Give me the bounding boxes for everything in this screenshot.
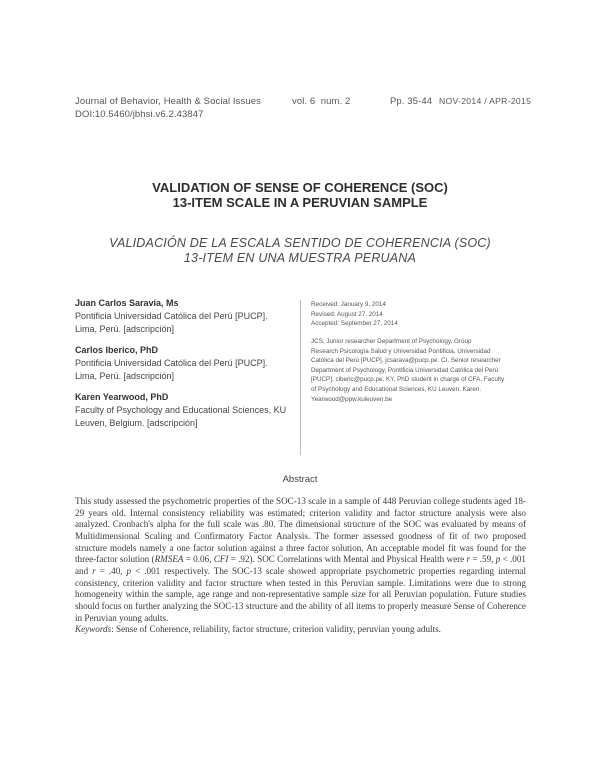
abstract-heading: Abstract xyxy=(282,474,318,485)
author-affiliation: Pontificia Universidad Católica del Perú [PUCP]. xyxy=(75,358,268,368)
keywords xyxy=(75,624,526,636)
journal-name: Journal of Behavior, Health & Social Issues xyxy=(75,96,261,107)
correspondence-note xyxy=(311,337,504,404)
correspondence-line: JCS, Junior researcher Department of Psychology. Group xyxy=(311,338,472,345)
received-date: Received: January 9, 2014 xyxy=(311,301,386,308)
author-block-3 xyxy=(75,392,286,429)
rmsea-label: RMSEA xyxy=(154,554,184,565)
title-es-line1: VALIDACIÓN DE LA ESCALA SENTIDO DE COHERENCIA (SOC) xyxy=(109,236,491,250)
column-divider xyxy=(300,300,301,455)
author-location: Lima, Perú. [adscripción] xyxy=(75,370,175,381)
volume-number: vol. 6 num. 2 xyxy=(292,96,351,107)
revised-date: Revised: August 27, 2014 xyxy=(311,310,383,318)
r-symbol: r xyxy=(92,565,96,576)
correspondence-line: Yearwood@ppw.kuleuven.be xyxy=(311,395,393,403)
abstract-text: = .92). SOC Correlations with Mental and Physical Health were xyxy=(228,554,467,565)
correspondence-line: [PUCP]. ciberic@pucp.pe. KY, PhD student in charge of CFA, Faculty xyxy=(311,376,505,384)
abstract-text: < .001 respectively. The SOC-13 scale showed appropriate psychometric properties regarding internal consistency, criterion validity and factor structure when tested in this Peruvian sample. Limitations were due to strong homogeneity within the sample, age range and non-representative sample size for all Peruvian population. Future studies should focus on further analyzing the SOC-13 structure and the ability of all items to properly measure Sense of Coherence in Peruvian young adults. xyxy=(75,565,526,623)
title-en-line1: VALIDATION OF SENSE OF COHERENCE (SOC) xyxy=(152,180,448,195)
doi: DOI:10.5460/jbhsi.v6.2.43847 xyxy=(75,109,204,120)
r-symbol: r xyxy=(466,554,471,565)
title-es-line2: 13-ITEM EN UNA MUESTRA PERUANA xyxy=(183,251,417,265)
abstract-text: = .59, xyxy=(470,554,496,565)
page-range: Pp. 35-44 xyxy=(390,96,433,107)
author-affiliation: Pontificia Universidad Católica del Perú [PUCP]. xyxy=(75,311,268,321)
author-block-1 xyxy=(75,298,268,335)
cfi-label: CFI xyxy=(213,554,229,565)
abstract-text: This study assessed the psychometric properties of the SOC-13 scale in a sample of 448 Peruvian college students aged 18-29 years old. Internal consistency reliability was estimated; criterion validity and factor structure analysis were also analyzed. Cronbach's alpha for the full scale was .80. The dimensional structure of the SOC was evaluated by means of Multidimensional Scaling and Confirmatory Factor Analysis. The former assessed goodness of fit of two proposed structure models namely a one factor solution against a three factor solution. An acceptable model fit was found for the three-factor solution ( xyxy=(75,496,526,565)
article-dates xyxy=(311,300,398,329)
author-name: Juan Carlos Saravia, Ms xyxy=(75,298,179,308)
author-location: Leuven, Belgium. [adscripción] xyxy=(75,417,198,428)
abstract-paragraph xyxy=(75,496,526,624)
abstract-text: = 0.06, xyxy=(183,554,214,565)
correspondence-line: of Psychology and Educational Sciences, KU Leuven. Karen. xyxy=(311,385,482,393)
author-name: Carlos Iberico, PhD xyxy=(75,345,159,355)
p-symbol: p xyxy=(495,554,501,565)
accepted-date: Accepted: September 27, 2014 xyxy=(311,320,398,328)
p-symbol: p xyxy=(126,565,132,576)
title-en-line2: 13-ITEM SCALE IN A PERUVIAN SAMPLE xyxy=(172,195,428,210)
keywords-list: : Sense of Coherence, reliability, factor structure, criterion validity, peruvian young adults. xyxy=(111,624,441,635)
author-affiliation: Faculty of Psychology and Educational Sciences, KU xyxy=(75,405,287,415)
author-location: Lima, Perú. [adscripción] xyxy=(75,323,175,334)
abstract-text: < .001 and xyxy=(75,554,526,576)
abstract-text: = .40, xyxy=(95,565,127,576)
correspondence-line: Department of Psychology, Pontificia Universidad Católica del Perú xyxy=(311,366,499,374)
correspondence-line: Research Psicología Salud y Universidad Pontificia, Universidad xyxy=(311,347,491,355)
author-name: Karen Yearwood, PhD xyxy=(75,392,169,402)
keywords-label: Keywords xyxy=(75,624,112,635)
abstract-body xyxy=(75,496,526,636)
author-block-2 xyxy=(75,345,268,382)
correspondence-line: Católica del Perú [PUCP]. jcsarava@pucp.pe. CI, Senior researcher xyxy=(311,357,501,365)
issue-dates: NOV-2014 / APR-2015 xyxy=(439,96,532,106)
